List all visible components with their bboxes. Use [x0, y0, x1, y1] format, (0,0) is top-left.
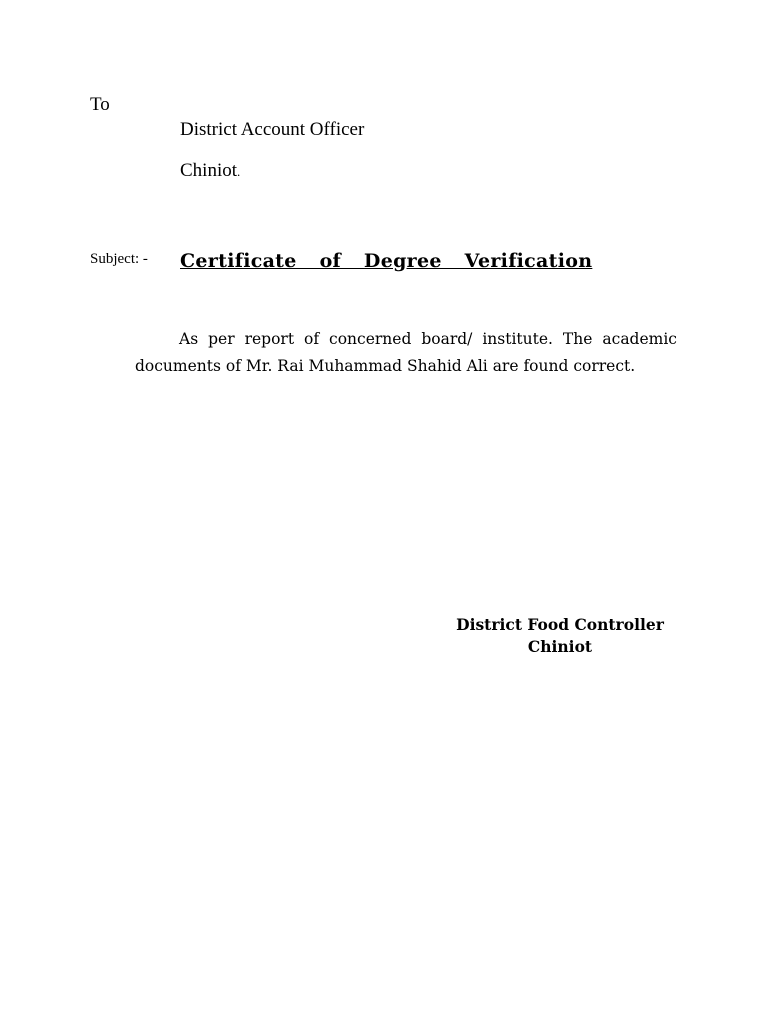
subject-line	[90, 250, 593, 272]
salutation: To	[90, 94, 110, 115]
subject-label: Subject: -	[90, 251, 148, 267]
recipient-title: District Account Officer	[180, 119, 365, 140]
body-paragraph: As per report of concerned board/ institute. The academic documents of Mr. Rai Muhammad Shahid Ali are found correct.	[135, 330, 677, 375]
signature-block	[430, 614, 690, 658]
signature-designation: District Food Controller	[456, 615, 664, 634]
recipient-city: Chiniot	[180, 160, 238, 181]
subject-title: Certificate of Degree Verification	[180, 250, 593, 272]
signature-city: Chiniot	[527, 637, 593, 656]
recipient-city-punct: .	[237, 164, 241, 179]
recipient-city-line	[180, 160, 240, 182]
